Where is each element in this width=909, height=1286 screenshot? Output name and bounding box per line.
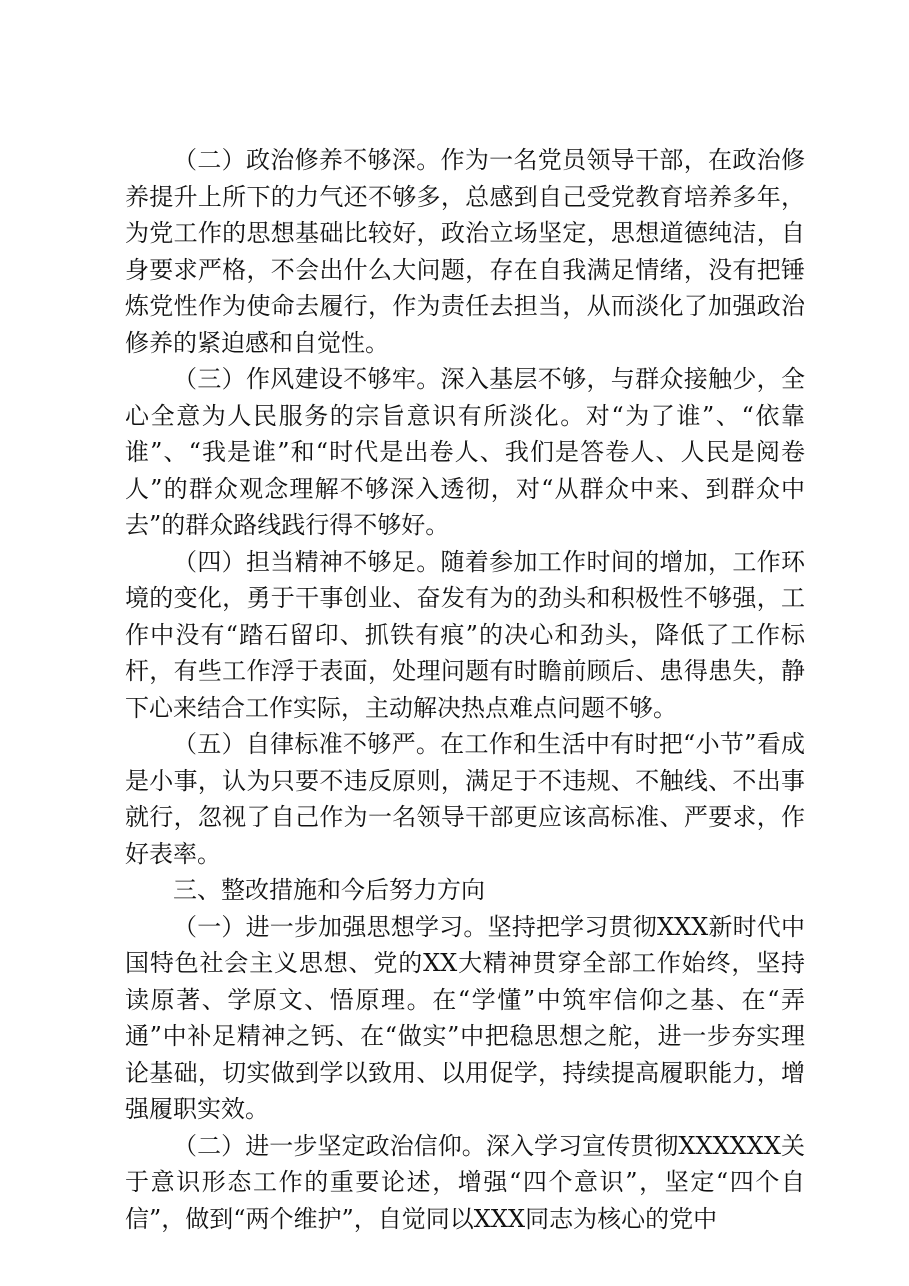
- paragraph-responsibility: （四）担当精神不够足。随着参加工作时间的增加，工作环境的变化，勇于干事创业、奋发有为的劲头和积极性不够强，工作中没有“踏石留印、抓铁有痕”的决心和劲头，降低了工作标杆，有些工作浮于表面，处理问题有时瞻前顾后、患得患失，静下心来结合工作实际，主动解决热点难点问题不够。: [125, 547, 805, 722]
- paragraph-political-cultivation: （二）政治修养不够深。作为一名党员领导干部，在政治修养提升上所下的力气还不够多，总感到自己受党教育培养多年，为党工作的思想基础比较好，政治立场坚定，思想道德纯洁，自身要求严格，不会出什么大问题，存在自我满足情绪，没有把锤炼党性作为使命去履行，作为责任去担当，从而淡化了加强政治修养的紧迫感和自觉性。: [125, 146, 805, 357]
- paragraph-political-belief: （二）进一步坚定政治信仰。深入学习宣传贯彻XXXXXX关于意识形态工作的重要论述，增强“四个意识”，坚定“四个自信”，做到“两个维护”，自觉同以XXX同志为核心的党中: [125, 1131, 805, 1233]
- paragraph-study: （一）进一步加强思想学习。坚持把学习贯彻XXX新时代中国特色社会主义思想、党的XX大精神贯穿全部工作始终，坚持读原著、学原文、悟原理。在“学懂”中筑牢信仰之基、在“弄通”中补足精神之钙、在“做实”中把稳思想之舵，进一步夯实理论基础，切实做到学以致用、以用促学，持续提高履职能力，增强履职实效。: [125, 912, 805, 1123]
- section-heading-rectification: 三、整改措施和今后努力方向: [173, 876, 485, 904]
- paragraph-self-discipline: （五）自律标准不够严。在工作和生活中有时把“小节”看成是小事，认为只要不违反原则，满足于不违规、不触线、不出事就行，忽视了自己作为一名领导干部更应该高标准、严要求，作好表率。: [125, 730, 805, 868]
- paragraph-work-style: （三）作风建设不够牢。深入基层不够，与群众接触少，全心全意为人民服务的宗旨意识有所淡化。对“为了谁”、“依靠谁”、“我是谁”和“时代是出卷人、我们是答卷人、人民是阅卷人”的群众观念理解不够深入透彻，对“从群众中来、到群众中去”的群众路线践行得不够好。: [125, 365, 805, 539]
- document-body: [125, 142, 805, 1237]
